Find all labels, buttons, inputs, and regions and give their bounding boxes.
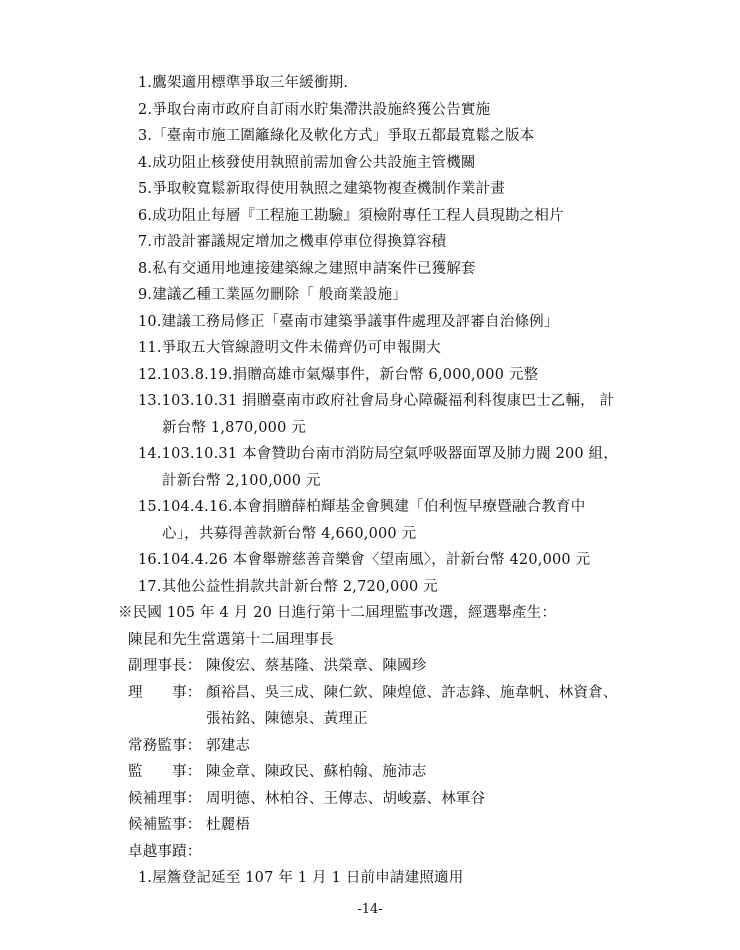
alternate-director-names: 周明德、林柏谷、王傳志、胡峻嘉、林軍谷	[206, 791, 486, 807]
list-item: 10.建議工務局修正「臺南市建築爭議事件處理及評審自治條例」	[138, 314, 559, 330]
vice-chairman-names: 陳俊宏、蔡基隆、洪榮章、陳國珍	[206, 658, 427, 674]
standing-supervisor-names: 郭建志	[206, 738, 251, 754]
list-item: 11.爭取五大管線證明文件未備齊仍可申報開大	[138, 340, 441, 356]
list-item: 4.成功阻止核發使用執照前需加會公共設施主管機關	[138, 155, 476, 171]
standing-supervisor-label: 常務監事：	[128, 738, 202, 754]
list-item: 12.103.8.19.捐贈高雄市氣爆事件，新台幣 6,000,000 元整	[138, 367, 539, 383]
vice-chairman-label: 副理事長：	[128, 658, 202, 674]
director-names-continuation: 張祐銘、陳德泉、黃理正	[206, 711, 368, 727]
list-item: 15.104.4.16.本會捐贈薛柏輝基金會興建「伯利恆早療暨融合教育中	[138, 499, 586, 515]
director-row	[128, 682, 618, 704]
page-number: -14-	[357, 902, 383, 917]
achievements-label: 卓越事蹟：	[128, 844, 202, 860]
list-item: 3.「臺南市施工圍籬綠化及軟化方式」爭取五都最寬鬆之版本	[138, 128, 535, 144]
alternate-supervisor-names: 杜麗梧	[206, 817, 251, 833]
list-item-continuation: 計新台幣 2,100,000 元	[162, 473, 321, 489]
alternate-director-label: 候補理事：	[128, 791, 202, 807]
list-item: 7.市設計審議規定增加之機車停車位得換算容積	[138, 234, 447, 250]
list-item-continuation: 新台幣 1,870,000 元	[162, 420, 307, 436]
list-item: 5.爭取較寬鬆新取得使用執照之建築物複查機制作業計畫	[138, 181, 506, 197]
supervisor-label: 監 事：	[128, 764, 202, 780]
list-item-continuation: 心」，共募得善款新台幣 4,660,000 元	[162, 526, 417, 542]
supervisor-names: 陳金章、陳政民、蘇柏翰、施沛志	[206, 764, 427, 780]
supervisor-row	[128, 761, 427, 783]
list-item: 8.私有交通用地連接建築線之建照申請案件已獲解套	[138, 261, 476, 277]
list-item: 17.其他公益性捐款共計新台幣 2,720,000 元	[138, 579, 438, 595]
list-item: 14.103.10.31 本會贊助台南市消防局空氣呼吸器面罩及肺力閥 200 組，	[138, 446, 619, 462]
list-item: 6.成功阻止每層『工程施工勘驗』須檢附專任工程人員現勘之相片	[138, 208, 564, 224]
director-names: 顏裕昌、吳三成、陳仁欽、陳煌億、許志鋒、施韋帆、林資倉、	[206, 685, 618, 701]
standing-supervisor-row	[128, 735, 250, 757]
list-item: 16.104.4.26 本會舉辦慈善音樂會〈望南風〉，計新台幣 420,000 元	[138, 552, 591, 568]
list-item: 2.爭取台南市政府自訂雨水貯集滯洪設施終獲公告實施	[138, 102, 491, 118]
list-item: 1.鷹架適用標準爭取三年緩衝期.	[138, 75, 349, 91]
vice-chairman-row	[128, 655, 427, 677]
list-item: 13.103.10.31 捐贈臺南市政府社會局身心障礙福利科復康巴士乙輛， 計	[138, 393, 615, 409]
director-label: 理 事：	[128, 685, 202, 701]
chairman-line: 陳昆和先生當選第十二屆理事長	[128, 632, 334, 648]
alternate-supervisor-row	[128, 814, 250, 836]
achievement-item: 1.屋簷登記延至 107 年 1 月 1 日前申請建照適用	[138, 870, 464, 886]
election-heading: ※民國 105 年 4 月 20 日進行第十二屆理監事改選，經選舉產生：	[118, 605, 557, 621]
list-item: 9.建議乙種工業區勿刪除「 般商業設施」	[138, 287, 407, 303]
alternate-supervisor-label: 候補監事：	[128, 817, 202, 833]
alternate-director-row	[128, 788, 485, 810]
